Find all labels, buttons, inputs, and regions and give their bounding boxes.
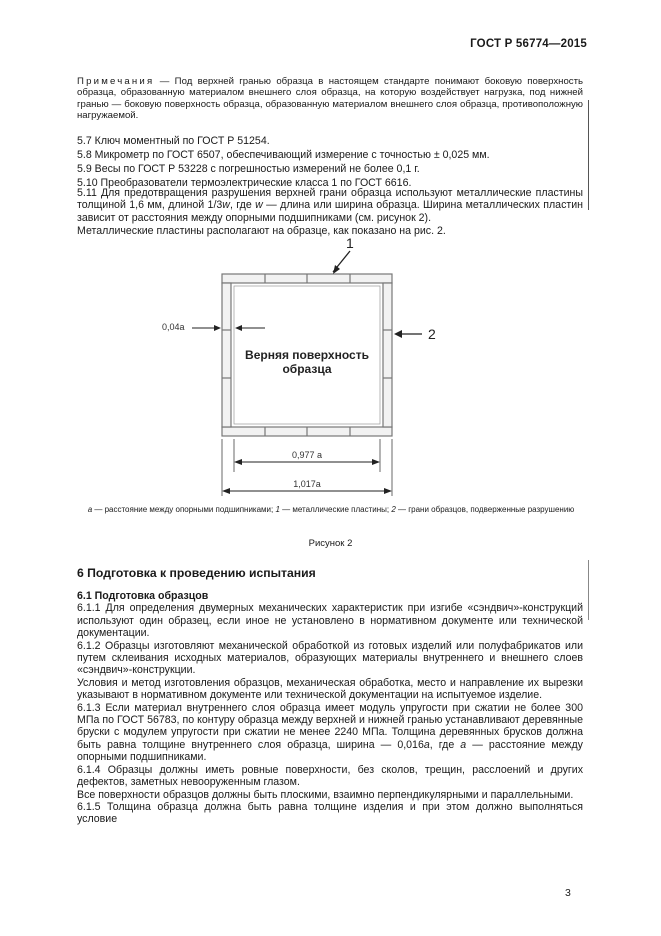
figure-caption: a — расстояние между опорными подшипниками; 1 — металлические пластины; 2 — грани образцов, подверженные разрушению bbox=[87, 505, 575, 514]
note-text: — Под верхней гранью образца в настоящем стандарте понимают боковую поверхность образца, образованную материалом внешнего слоя образца, на которую воздействует нагрузка, под нижней гранью — боковую поверхность образца, образованную материалом внешнего слоя образца, противоположную нагружаемой. bbox=[77, 76, 583, 121]
paragraph-conditions: Условия и метод изготовления образцов, механическая обработка, место и направление их вырезки указывают в нормативном документе или технической документации на испытуемое изделие. bbox=[77, 676, 583, 702]
paragraph-6-1-5: 6.1.5 Толщина образца должна быть равна толщине изделия и при этом должно выполняться условие bbox=[77, 800, 583, 826]
subsection-heading: 6.1 Подготовка образцов bbox=[77, 590, 209, 602]
margin-rule bbox=[588, 100, 589, 210]
paragraph-6-1-1: 6.1.1 Для определения двумерных механических характеристик при изгибе «сэндвич»-конструкций используют один образец, если иное не установлено в нормативном документе или технической документации. bbox=[77, 602, 583, 640]
document-header: ГОСТ Р 56774—2015 bbox=[470, 38, 587, 50]
figure-center-label: Верняя поверхность образца bbox=[245, 348, 369, 376]
list-item: 5.7 Ключ моментный по ГОСТ Р 51254. bbox=[77, 135, 270, 147]
list-item: 5.9 Весы по ГОСТ Р 53228 с погрешностью измерений не более 0,1 г. bbox=[77, 162, 420, 175]
paragraph-surfaces: Все поверхности образцов должны быть плоскими, взаимно перпендикулярными и параллельными. bbox=[77, 788, 574, 801]
callout-1: 1 bbox=[346, 235, 354, 251]
gap-dimension-label: 0,04a bbox=[162, 322, 185, 332]
page-number: 3 bbox=[565, 887, 571, 899]
list-item: 5.10 Преобразователи термоэлектрические класса 1 по ГОСТ 6616. bbox=[77, 176, 412, 189]
callout-2: 2 bbox=[428, 326, 436, 342]
paragraph-6-1-2: 6.1.2 Образцы изготовляют механической обработкой из готовых изделий или полуфабрикатов или путем склеивания исходных материалов, образующих материалы внутреннего и внешнего слоев «сэндвич»-конструкции. bbox=[77, 639, 583, 677]
inner-dimension-label: 0,977 a bbox=[291, 450, 323, 460]
margin-rule bbox=[588, 560, 589, 620]
section-heading: 6 Подготовка к проведению испытания bbox=[77, 566, 316, 580]
paragraph-5-11: 5.11 Для предотвращения разрушения верхней грани образца используют металлические пластины толщиной 1,6 мм, длиной 1/3w, где w — длина или ширина образца. Ширина металлических пластин зависит от расстояния между опорными подшипниками (см. рисунок 2). bbox=[77, 187, 583, 224]
note-label: Примечания bbox=[77, 76, 155, 87]
list-item: 5.8 Микрометр по ГОСТ 6507, обеспечивающий измерение с точностью ± 0,025 мм. bbox=[77, 148, 490, 161]
paragraph-plates: Металлические пластины располагают на образце, как показано на рис. 2. bbox=[77, 225, 446, 237]
note-paragraph bbox=[77, 76, 583, 121]
outer-dimension-label: 1,017a bbox=[293, 479, 321, 489]
paragraph-6-1-4: 6.1.4 Образцы должны иметь ровные поверхности, без сколов, трещин, расслоений и других дефектов, заметных невооруженным глазом. bbox=[77, 763, 583, 789]
paragraph-6-1-3: 6.1.3 Если материал внутреннего слоя образца имеет модуль упругости при сжатии не более 300 МПа по ГОСТ 56783, по контуру образца между верхней и нижней гранью устанавливают деревянные бруски с модулем упругости при сжатии не менее 2240 МПа. Толщина деревянных брусков должна быть равна толщине внутреннего слоя образца, ширина — 0,016a, где a — расстояние между опорными подшипниками. bbox=[77, 701, 583, 764]
figure-title: Рисунок 2 bbox=[308, 538, 353, 549]
equipment-list bbox=[77, 135, 583, 191]
section-6-body bbox=[77, 590, 583, 826]
